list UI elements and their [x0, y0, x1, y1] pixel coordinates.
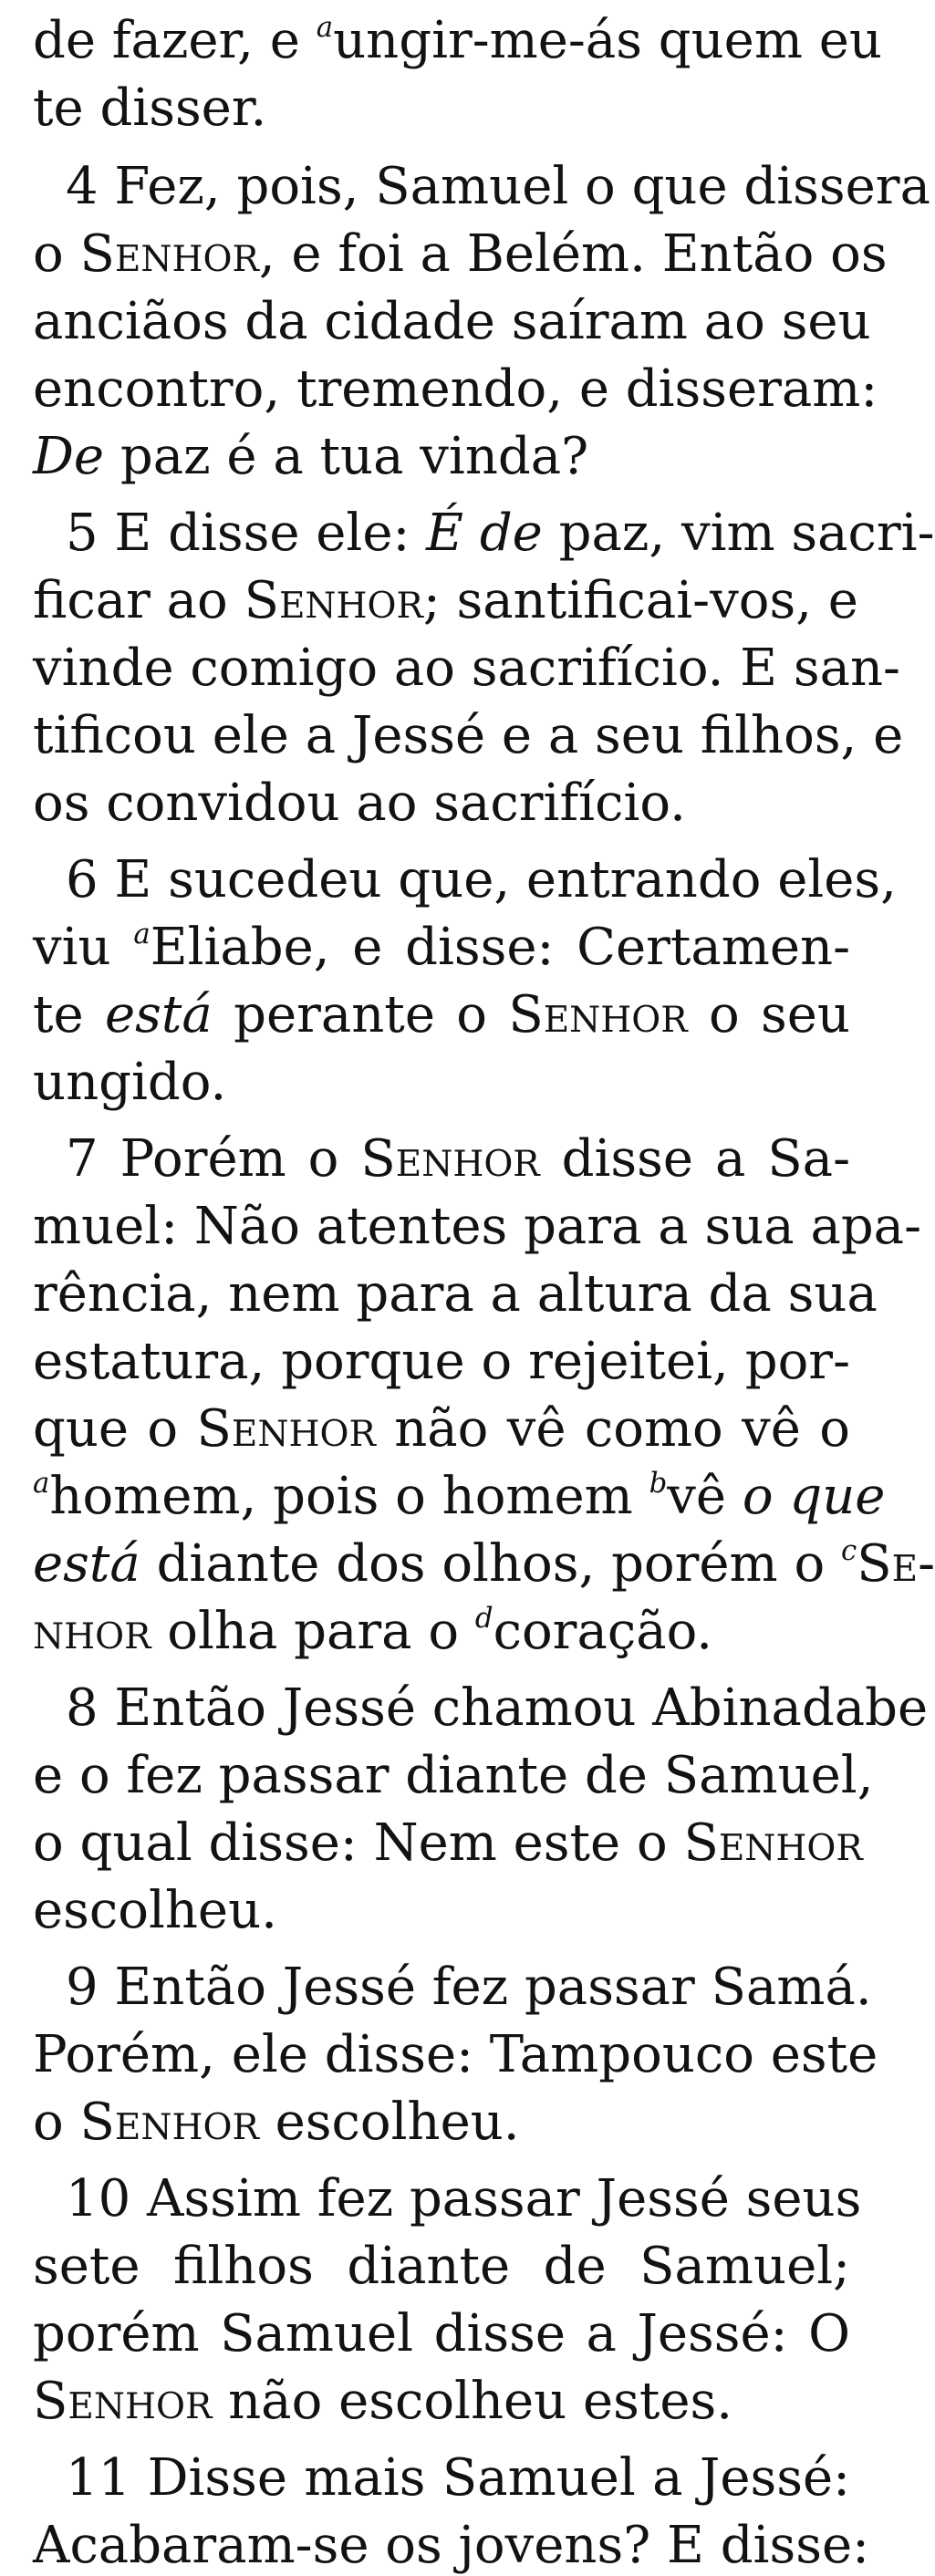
- verse-11-line: 11 Disse mais Samuel a Jessé:: [66, 2448, 850, 2508]
- text-line: ficar ao Senhor; santificai-vos, e: [33, 571, 858, 630]
- verse-6-line: 6 E sucedeu que, entrando eles,: [66, 850, 897, 909]
- lord-smallcaps: Senhor: [196, 1399, 376, 1459]
- text-line: o Senhor escolheu.: [33, 2093, 520, 2152]
- lord-smallcaps: Senhor: [79, 224, 259, 284]
- verse-4-line: 4 Fez, pois, Samuel o que dissera: [66, 157, 930, 216]
- text-line: Senhor não escolheu estes.: [33, 2372, 733, 2431]
- text-line: rência, nem para a altura da sua: [33, 1264, 878, 1324]
- verse-8-line: 8 Então Jessé chamou Abinadabe: [66, 1678, 929, 1738]
- lord-smallcaps: nhor: [33, 1602, 151, 1661]
- verse-10-line: 10 Assim fez passar Jessé seus: [66, 2169, 862, 2228]
- text-line: vinde comigo ao sacrifício. E san-: [33, 639, 900, 698]
- text-line: nhor olha para o $^d$coração.: [33, 1601, 713, 1661]
- footnote-marker[interactable]: a: [33, 1466, 50, 1500]
- text-line: está diante dos olhos, porém o $^c$Se-: [33, 1533, 935, 1594]
- footnote-marker[interactable]: a: [316, 10, 334, 44]
- text-line: Porém, ele disse: Tampouco este: [33, 2025, 878, 2084]
- lord-smallcaps: Senhor: [683, 1813, 863, 1873]
- text-line: muel: Não atentes para a sua apa-: [33, 1197, 921, 1256]
- text-line: escolheu.: [33, 1881, 277, 1940]
- text-line: e o fez passar diante de Samuel,: [33, 1746, 874, 1805]
- text-line: que o Senhor não vê como vê o: [33, 1399, 850, 1459]
- text-line: tificou ele a Jessé e a seu filhos, e: [33, 706, 904, 765]
- lord-smallcaps: Senhor: [244, 571, 423, 630]
- text-line: Acabaram-se os jovens? E disse:: [33, 2516, 869, 2575]
- text-line: te disser.: [33, 78, 267, 138]
- lord-smallcaps: Senhor: [79, 2093, 259, 2152]
- text-line: encontro, tremendo, e disseram:: [33, 359, 878, 419]
- text-line: De paz é a tua vinda?: [33, 427, 589, 486]
- text-line: os convidou ao sacrifício.: [33, 774, 686, 833]
- verse-5-line: 5 E disse ele: É de paz, vim sacri-: [66, 504, 935, 563]
- text-line: ungido.: [33, 1053, 227, 1112]
- footnote-marker[interactable]: a: [133, 917, 151, 950]
- text-line: estatura, porque o rejeitei, por-: [33, 1332, 850, 1391]
- footnote-marker[interactable]: d: [474, 1601, 493, 1635]
- verse-9-line: 9 Então Jessé fez passar Samá.: [66, 1958, 872, 2017]
- text-line: o qual disse: Nem este o Senhor: [33, 1813, 863, 1873]
- lord-smallcaps: Se-: [857, 1534, 935, 1594]
- text-line: anciãos da cidade saíram ao seu: [33, 292, 871, 351]
- text-line: $^a$homem, pois o homem $^b$vê o que: [33, 1466, 886, 1526]
- text-line: viu $^a$Eliabe, e disse: Certamen-: [33, 917, 850, 977]
- text-line: de fazer, e $^a$ungir-me-ás quem eu: [33, 10, 882, 70]
- text-line: porém Samuel disse a Jessé: O: [33, 2304, 850, 2363]
- lord-smallcaps: Senhor: [360, 1129, 540, 1189]
- lord-smallcaps: Senhor: [33, 2372, 213, 2431]
- lord-smallcaps: Senhor: [508, 985, 688, 1044]
- text-line: te está perante o Senhor o seu: [33, 985, 850, 1044]
- text-line: sete filhos diante de Samuel;: [33, 2237, 850, 2296]
- text-line: o Senhor, e foi a Belém. Então os: [33, 224, 888, 284]
- footnote-marker[interactable]: c: [840, 1533, 857, 1567]
- verse-7-line: 7 Porém o Senhor disse a Sa-: [66, 1129, 850, 1189]
- footnote-marker[interactable]: b: [649, 1466, 668, 1500]
